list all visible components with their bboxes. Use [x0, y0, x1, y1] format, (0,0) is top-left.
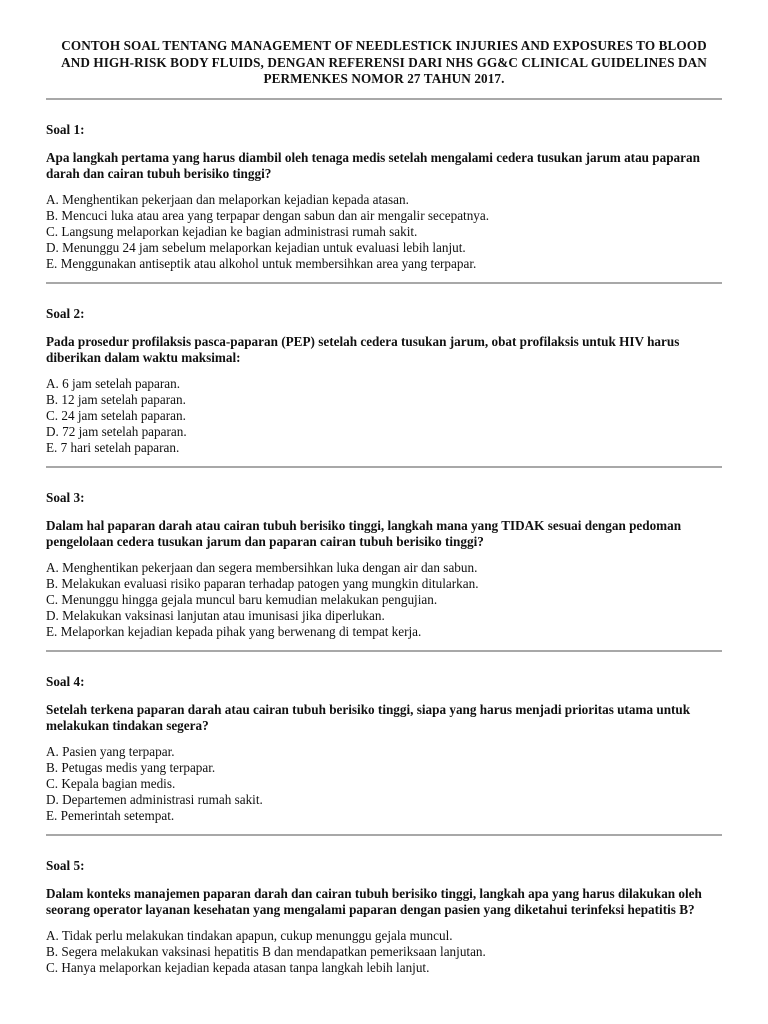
answer-option: A. Pasien yang terpapar.: [46, 743, 175, 759]
question-2: [46, 284, 722, 457]
answer-options: [46, 744, 722, 825]
question-text: Pada prosedur profilaksis pasca-paparan (PEP) setelah cedera tusukan jarum, obat profilaksis untuk HIV harus diberikan dalam waktu maksimal:: [46, 333, 680, 366]
answer-option: C. Langsung melaporkan kejadian ke bagian administrasi rumah sakit.: [46, 223, 418, 239]
answer-option: E. 7 hari setelah paparan.: [46, 440, 180, 456]
answer-option: D. Menunggu 24 jam sebelum melaporkan kejadian untuk evaluasi lebih lanjut.: [46, 240, 466, 256]
answer-option: A. Tidak perlu melakukan tindakan apapun, cukup menunggu gejala muncul.: [46, 927, 453, 943]
answer-option: E. Pemerintah setempat.: [46, 808, 175, 824]
answer-option: C. Kepala bagian medis.: [46, 775, 176, 791]
answer-option: C. Hanya melaporkan kejadian kepada atasan tanpa langkah lebih lanjut.: [46, 959, 430, 975]
answer-option: B. 12 jam setelah paparan.: [46, 391, 186, 407]
answer-option: A. Menghentikan pekerjaan dan segera membersihkan luka dengan air dan sabun.: [46, 559, 478, 575]
document-title: CONTOH SOAL TENTANG MANAGEMENT OF NEEDLESTICK INJURIES AND EXPOSURES TO BLOOD AND HIGH-RISK BODY FLUIDS, DENGAN REFERENSI DARI NHS GG&C CLINICAL GUIDELINES DAN PERMENKES NOMOR 27 TAHUN 2017.: [61, 38, 707, 86]
question-label: Soal 4:: [46, 673, 85, 689]
answer-options: [46, 928, 722, 977]
question-text: Dalam hal paparan darah atau cairan tubuh berisiko tinggi, langkah mana yang TIDAK sesuai dengan pedoman pengelolaan cedera tusukan jarum dan paparan cairan tubuh berisiko tinggi?: [46, 517, 682, 550]
question-text: Apa langkah pertama yang harus diambil oleh tenaga medis setelah mengalami cedera tusukan jarum atau paparan darah dan cairan tubuh berisiko tinggi?: [46, 149, 700, 181]
answer-option: D. Melakukan vaksinasi lanjutan atau imunisasi jika diperlukan.: [46, 608, 385, 624]
question-text: Setelah terkena paparan darah atau cairan tubuh berisiko tinggi, siapa yang harus menjadi prioritas utama untuk melakukan tindakan segera?: [46, 701, 691, 734]
answer-option: E. Menggunakan antiseptik atau alkohol untuk membersihkan area yang terpapar.: [46, 256, 477, 272]
question-3: [46, 468, 722, 641]
question-label: Soal 2:: [46, 305, 85, 321]
answer-options: [46, 560, 722, 641]
question-1: [46, 100, 722, 273]
answer-option: B. Petugas medis yang terpapar.: [46, 759, 216, 775]
answer-option: A. 6 jam setelah paparan.: [46, 375, 181, 391]
answer-option: B. Segera melakukan vaksinasi hepatitis B dan mendapatkan pemeriksaan lanjutan.: [46, 943, 486, 959]
answer-options: [46, 192, 722, 273]
answer-option: A. Menghentikan pekerjaan dan melaporkan kejadian kepada atasan.: [46, 191, 409, 207]
answer-options: [46, 376, 722, 457]
question-4: [46, 652, 722, 825]
answer-option: D. 72 jam setelah paparan.: [46, 424, 187, 440]
question-label: Soal 5:: [46, 857, 85, 873]
answer-option: D. Departemen administrasi rumah sakit.: [46, 792, 263, 808]
question-5: [46, 836, 722, 977]
question-label: Soal 1:: [46, 121, 85, 137]
answer-option: C. 24 jam setelah paparan.: [46, 407, 186, 423]
answer-option: B. Mencuci luka atau area yang terpapar dengan sabun dan air mengalir secepatnya.: [46, 207, 490, 223]
answer-option: E. Melaporkan kejadian kepada pihak yang berwenang di tempat kerja.: [46, 624, 422, 640]
answer-option: B. Melakukan evaluasi risiko paparan terhadap patogen yang mungkin ditularkan.: [46, 575, 479, 591]
question-label: Soal 3:: [46, 489, 85, 505]
answer-option: C. Menunggu hingga gejala muncul baru kemudian melakukan pengujian.: [46, 591, 438, 607]
question-text: Dalam konteks manajemen paparan darah dan cairan tubuh berisiko tinggi, langkah apa yang harus dilakukan oleh seorang operator layanan kesehatan yang mengalami paparan dengan pasien yang diketahui terinfeksi hepatitis B?: [46, 885, 702, 918]
